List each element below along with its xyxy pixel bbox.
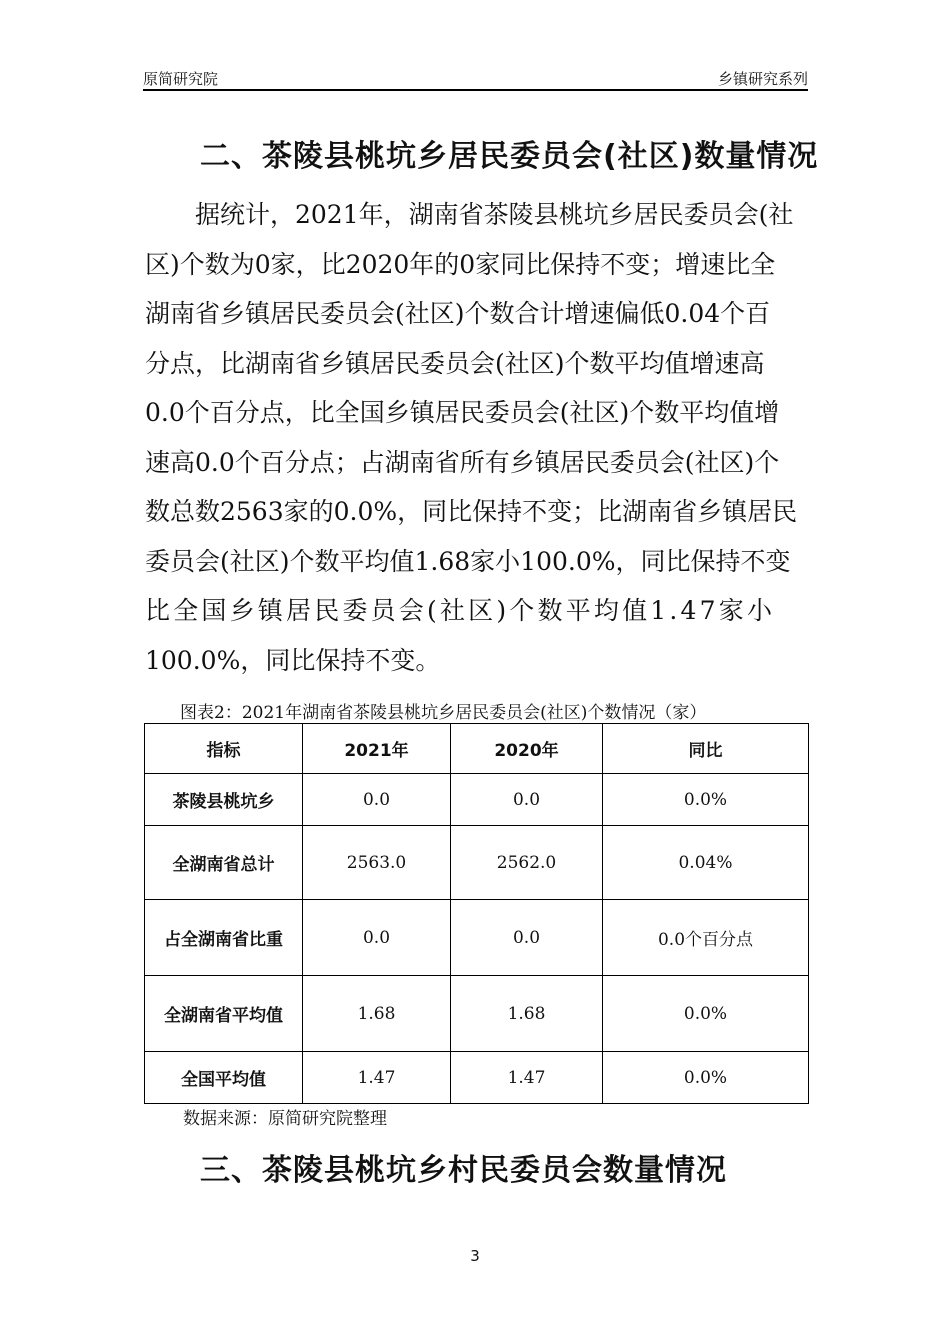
row-label: 全湖南省平均值 — [145, 976, 303, 1052]
table-row — [145, 900, 809, 976]
column-header: 2021年 — [303, 724, 451, 774]
section-3-title: 三、茶陵县桃坑乡村民委员会数量情况 — [200, 1153, 727, 1188]
table-cell: 0.0% — [603, 1052, 809, 1104]
data-table — [144, 723, 809, 1104]
table-cell: 0.0% — [603, 774, 809, 826]
table-cell: 0.0 — [451, 774, 603, 826]
column-header: 指标 — [145, 724, 303, 774]
table-header-row — [145, 724, 809, 774]
table-cell: 2562.0 — [451, 826, 603, 900]
table-cell: 0.0% — [603, 976, 809, 1052]
header-divider — [143, 89, 808, 91]
data-source-note: 数据来源：原简研究院整理 — [183, 1109, 387, 1129]
paragraph-line: 0.0个百分点，比全国乡镇居民委员会(社区)个数平均值增 — [145, 398, 780, 427]
paragraph-line: 据统计，2021年，湖南省茶陵县桃坑乡居民委员会(社 — [145, 200, 794, 229]
row-label: 茶陵县桃坑乡 — [145, 774, 303, 826]
paragraph-line: 区)个数为0家，比2020年的0家同比保持不变；增速比全 — [145, 249, 776, 279]
table-cell: 1.47 — [451, 1052, 603, 1104]
table-cell: 1.68 — [303, 976, 451, 1052]
paragraph-line: 委员会(社区)个数平均值1.68家小100.0%，同比保持不变 — [145, 546, 791, 576]
column-header: 同比 — [603, 724, 809, 774]
statistics-paragraph — [145, 190, 810, 685]
header-series-name: 乡镇研究系列 — [717, 70, 808, 88]
row-label: 全国平均值 — [145, 1052, 303, 1104]
paragraph-line: 分点，比湖南省乡镇居民委员会(社区)个数平均值增速高 — [145, 348, 765, 378]
section-2-title: 二、茶陵县桃坑乡居民委员会(社区)数量情况 — [200, 139, 819, 174]
table-cell: 2563.0 — [303, 826, 451, 900]
table-caption: 图表2：2021年湖南省茶陵县桃坑乡居民委员会(社区)个数情况（家） — [180, 703, 707, 723]
paragraph-line: 100.0%，同比保持不变。 — [145, 645, 441, 675]
page-header — [143, 64, 808, 88]
paragraph-line: 比全国乡镇居民委员会(社区)个数平均值1.47家小 — [145, 596, 776, 625]
table-row — [145, 826, 809, 900]
paragraph-line: 速高0.0个百分点；占湖南省所有乡镇居民委员会(社区)个 — [145, 447, 780, 477]
table-row — [145, 774, 809, 826]
paragraph-line: 湖南省乡镇居民委员会(社区)个数合计增速偏低0.04个百 — [145, 299, 771, 328]
header-org-name: 原简研究院 — [143, 70, 219, 88]
page-number: 3 — [470, 1247, 480, 1265]
table-cell: 0.0个百分点 — [603, 900, 809, 976]
table-cell: 0.04% — [603, 826, 809, 900]
table-cell: 0.0 — [303, 900, 451, 976]
table-cell: 1.47 — [303, 1052, 451, 1104]
table-cell: 1.68 — [451, 976, 603, 1052]
row-label: 全湖南省总计 — [145, 826, 303, 900]
row-label: 占全湖南省比重 — [145, 900, 303, 976]
table-cell: 0.0 — [303, 774, 451, 826]
table-row — [145, 976, 809, 1052]
table-cell: 0.0 — [451, 900, 603, 976]
table-row — [145, 1052, 809, 1104]
column-header: 2020年 — [451, 724, 603, 774]
paragraph-line: 数总数2563家的0.0%，同比保持不变；比湖南省乡镇居民 — [145, 497, 798, 526]
